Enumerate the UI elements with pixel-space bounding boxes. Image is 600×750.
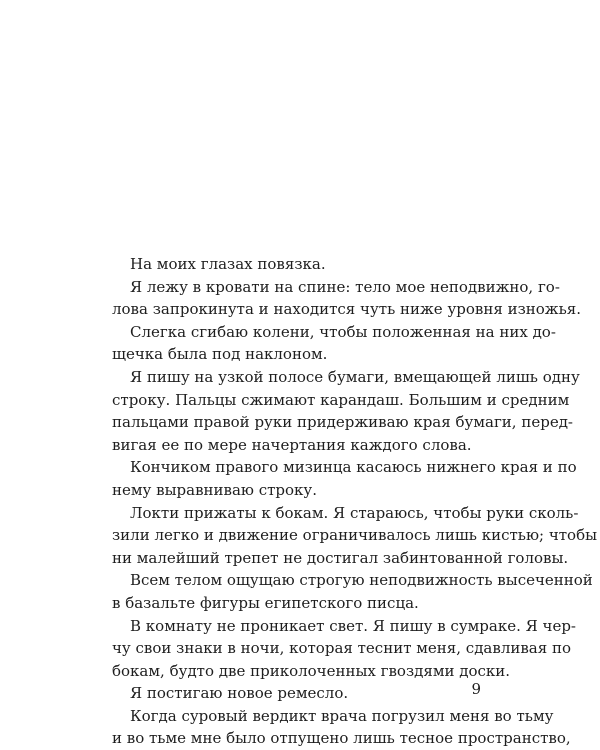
body-text: [112, 253, 598, 750]
text-line: В комнату не проникает свет. Я пишу в сумраке. Я чер-: [130, 616, 576, 635]
text-line: нему выравниваю строку.: [112, 480, 318, 499]
text-line: строку. Пальцы сжимают карандаш. Большим и средним: [112, 390, 570, 409]
text-line: пальцами правой руки придерживаю края бумаги, перед-: [112, 413, 574, 432]
text-line: вигая ее по мере начертания каждого слова.: [112, 435, 472, 454]
text-line: и во тьме мне было отпущено лишь тесное пространство,: [112, 729, 571, 748]
text-line: ни малейший трепет не достигал забинтованной головы.: [112, 548, 569, 567]
text-line: Кончиком правого мизинца касаюсь нижнего края и по: [130, 458, 577, 477]
text-line: чу свои знаки в ночи, которая теснит меня, сдавливая по: [112, 639, 571, 658]
text-line: в базальте фигуры египетского писца.: [112, 593, 419, 612]
text-line: Я пишу на узкой полосе бумаги, вмещающей лишь одну: [130, 367, 580, 386]
page-number: 9: [471, 680, 481, 698]
text-line: Слегка сгибаю колени, чтобы положенная на них до-: [130, 322, 556, 341]
text-line: Я постигаю новое ремесло.: [130, 684, 349, 703]
text-line: Когда суровый вердикт врача погрузил меня во тьму: [130, 706, 554, 725]
text-line: На моих глазах повязка.: [130, 255, 326, 273]
text-line: лова запрокинута и находится чуть ниже уровня изножья.: [112, 300, 581, 319]
text-line: Локти прижаты к бокам. Я стараюсь, чтобы руки сколь-: [130, 503, 579, 522]
text-line: Всем телом ощущаю строгую неподвижность высеченной: [130, 571, 593, 590]
text-line: бокам, будто две приколоченных гвоздями доски.: [112, 661, 511, 680]
text-line: зили легко и движение ограничивалось лишь кистью; чтобы: [112, 526, 598, 545]
text-line: Я лежу в кровати на спине: тело мое неподвижно, го-: [130, 277, 560, 296]
text-line: щечка была под наклоном.: [112, 345, 328, 364]
